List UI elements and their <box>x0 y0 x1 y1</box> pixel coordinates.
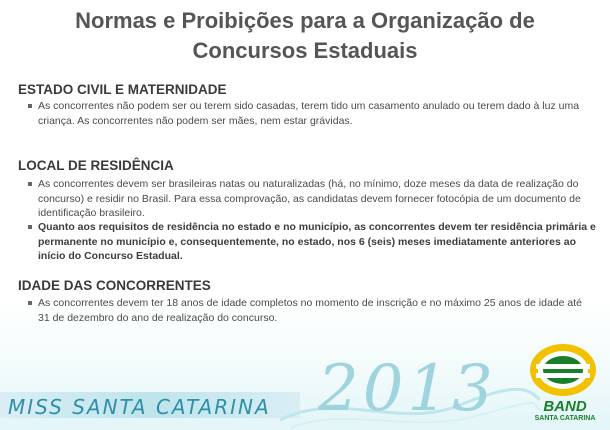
bullet-text: Quanto aos requisitos de residência no estado e no município, as concorrentes devem ter residência primária e permanente no município e, consequentemente, no estado, nos 6 (seis) meses imediatamente anteriores ao início do Concurso Estadual. <box>38 221 596 262</box>
page-title: Normas e Proibições para a Organização de Concursos Estaduais <box>75 8 535 63</box>
bullet-text: As concorrentes devem ter 18 anos de idade completos no momento de inscrição e no máximo 25 anos de idade até 31 de dezembro do ano de realização do concurso. <box>38 297 582 324</box>
bullet-icon <box>28 225 32 229</box>
bullet-item <box>38 99 593 128</box>
event-year: 2013 <box>318 352 497 426</box>
bullet-icon <box>28 104 32 108</box>
section-heading-age: IDADE DAS CONCORRENTES <box>18 278 211 293</box>
bullet-icon <box>28 301 32 305</box>
section-heading-residence: LOCAL DE RESIDÊNCIA <box>18 158 174 173</box>
bullet-text: As concorrentes devem ser brasileiras natas ou naturalizadas (há, no mínimo, doze meses da data de realização do concurso) e residir no Brasil. Para essa comprovação, as candidatas devem fornecer fotocópia de um documento de identificação brasileiro. <box>38 178 581 219</box>
logo-subtitle: SANTA CATARINA <box>534 415 596 422</box>
bullet-item <box>38 177 593 221</box>
section-heading-marital-status: ESTADO CIVIL E MATERNIDADE <box>18 82 227 97</box>
bullet-text: As concorrentes não podem ser ou terem sido casadas, terem tido um casamento anulado ou terem dado à luz uma criança. As concorrentes não podem ser mães, nem estar grávidas. <box>38 100 580 127</box>
bullet-icon <box>28 182 32 186</box>
logo-wordmark: BAND <box>543 398 587 415</box>
event-wordmark: MISS SANTA CATARINA <box>8 395 271 419</box>
bullet-item <box>38 296 593 325</box>
bullet-item <box>38 220 598 264</box>
